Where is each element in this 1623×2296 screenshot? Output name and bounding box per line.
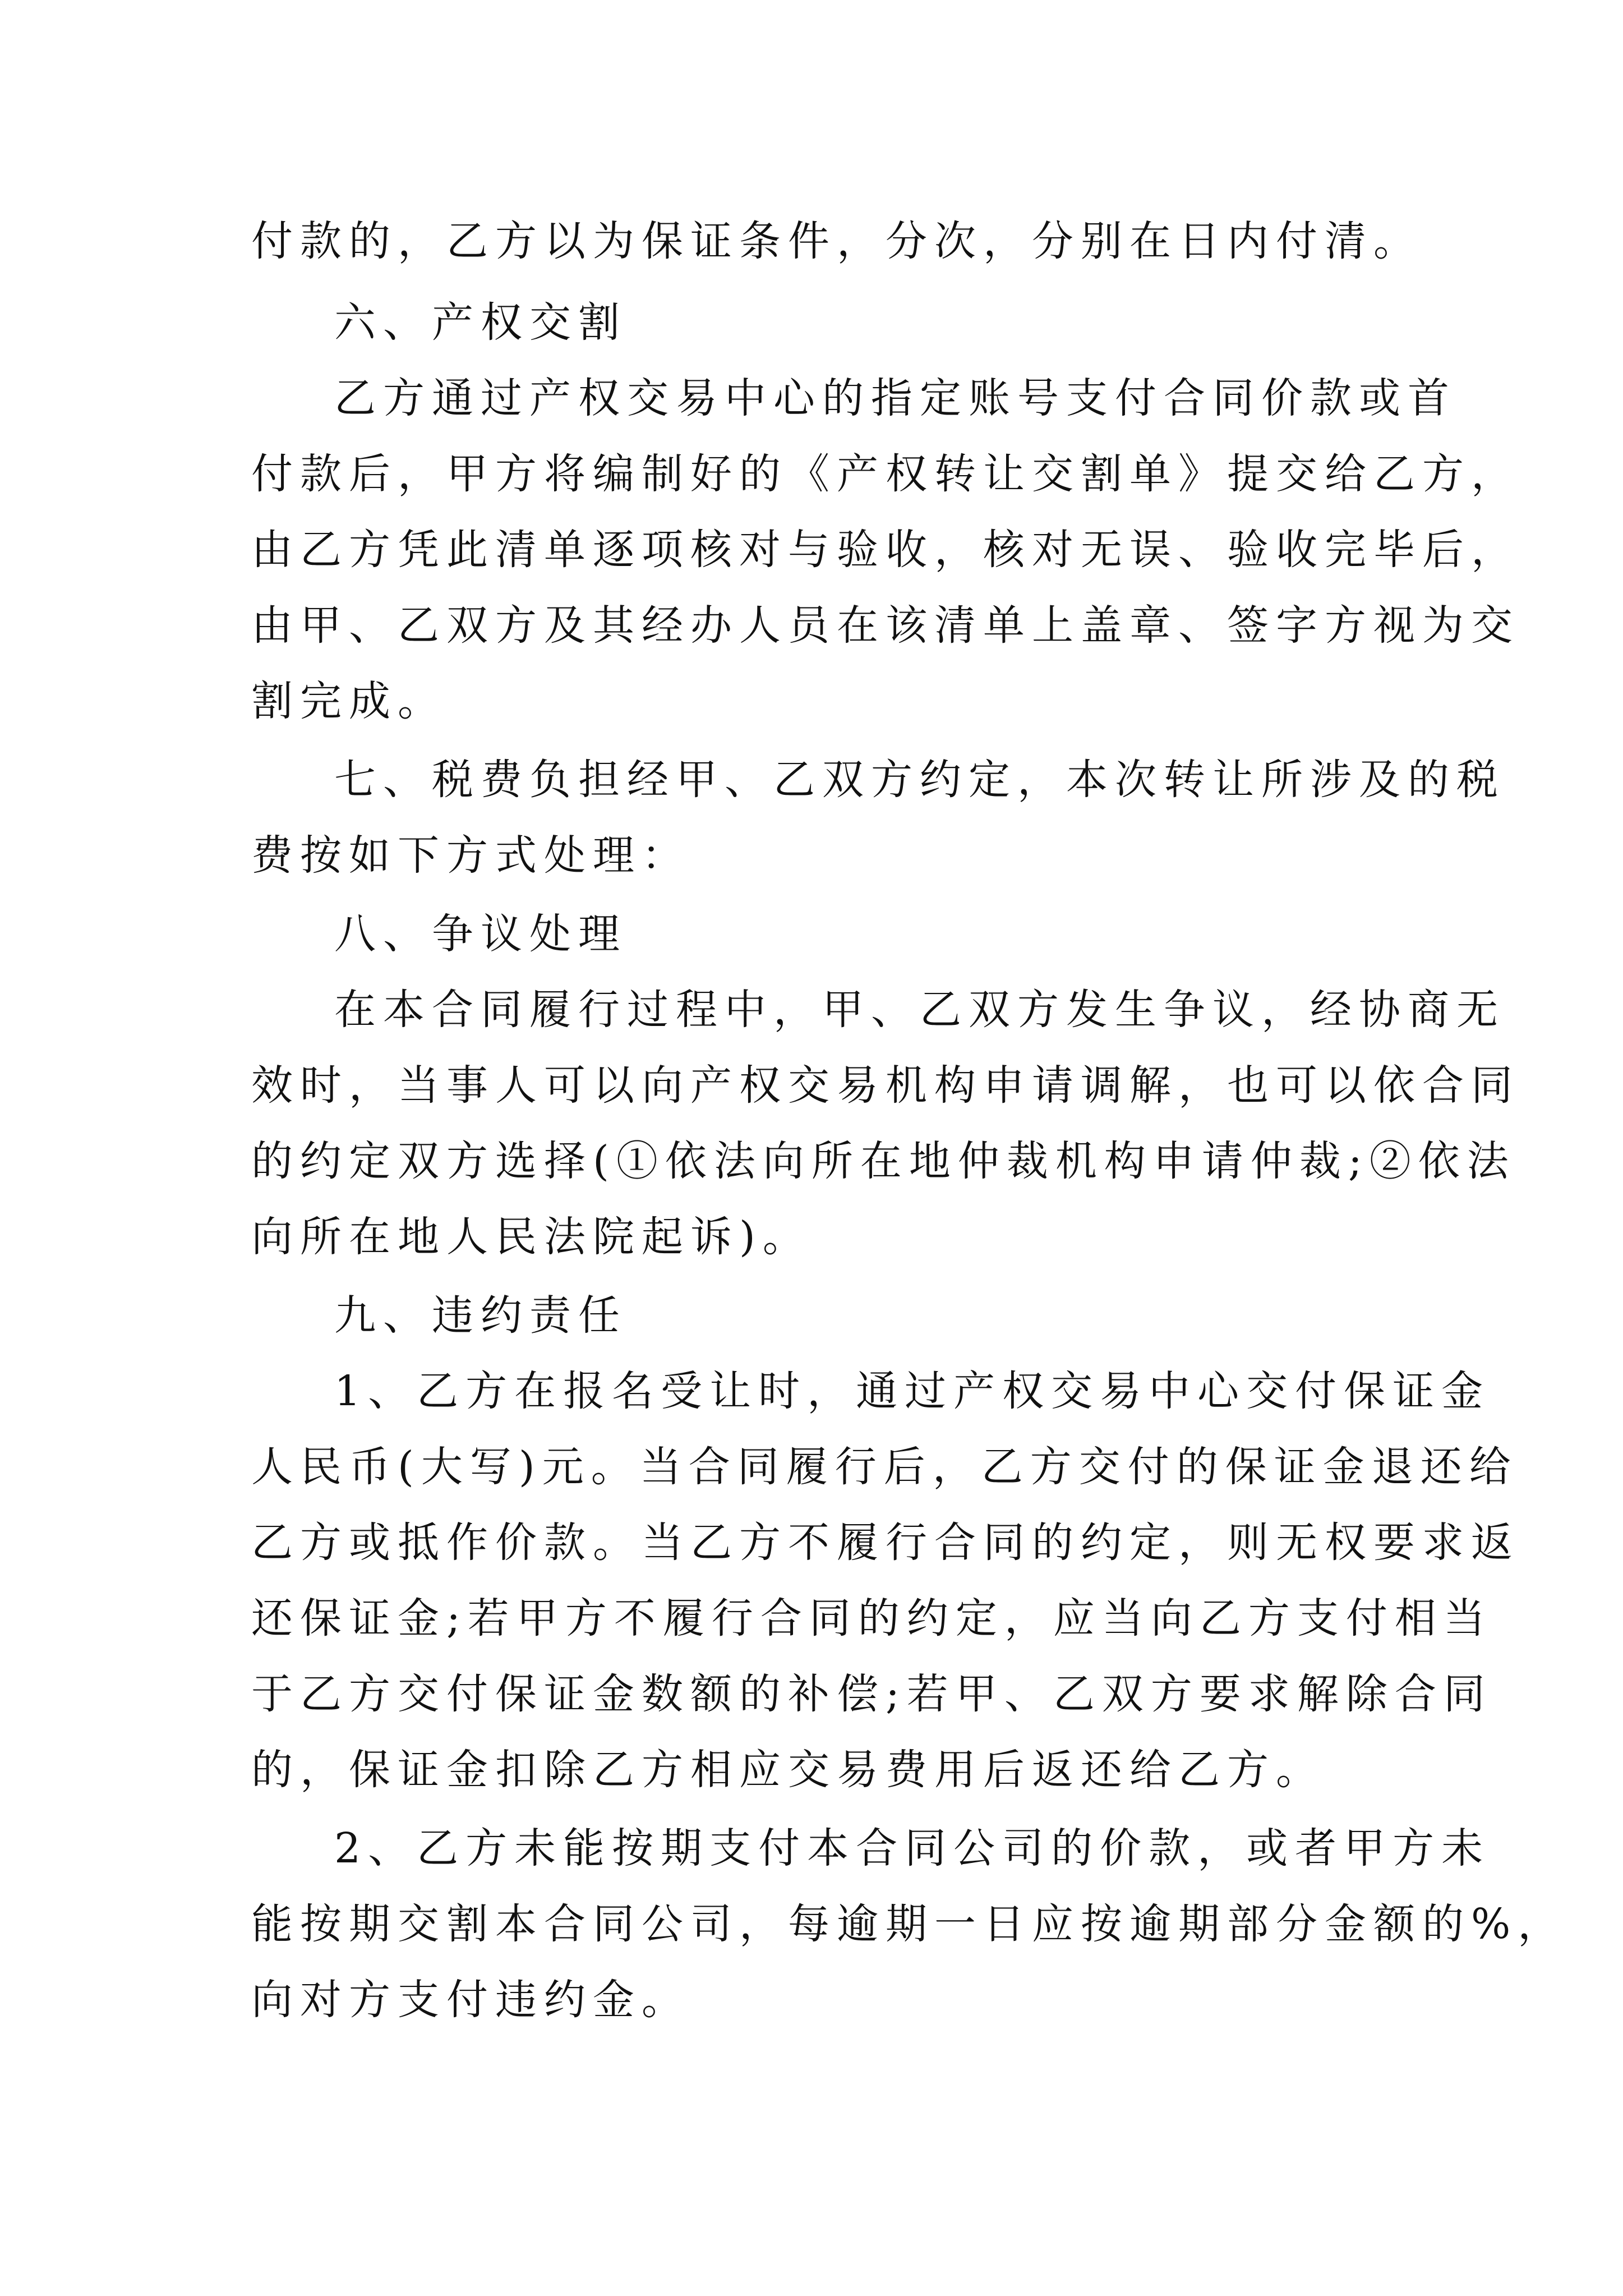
text-line: 1、乙方在报名受让时，通过产权交易中心交付保证金 — [334, 1367, 1491, 1415]
text-line: 能按期交割本合同公司，每逾期一日应按逾期部分金额的%， — [251, 1900, 1567, 1948]
text-line: 付款后，甲方将编制好的《产权转让交割单》提交给乙方， — [251, 450, 1520, 498]
text-line: 向所在地人民法院起诉)。 — [251, 1213, 811, 1261]
section-heading-dispute: 八、争议处理 — [334, 910, 627, 958]
text-line: 费按如下方式处理： — [251, 831, 690, 880]
text-line: 人民币(大写)元。当合同履行后，乙方交付的保证金退还给 — [251, 1443, 1518, 1491]
text-line: 还保证金;若甲方不履行合同的约定，应当向乙方支付相当 — [251, 1594, 1492, 1642]
text-line: 效时，当事人可以向产权交易机构申请调解，也可以依合同 — [251, 1061, 1520, 1110]
text-line: 乙方或抵作价款。当乙方不履行合同的约定，则无权要求返 — [251, 1519, 1520, 1567]
text-line: 的约定双方选择(①依法向所在地仲裁机构申请仲裁;②依法 — [251, 1137, 1516, 1185]
text-line: 付款的，乙方以为保证条件，分次，分别在日内付清。 — [251, 217, 1422, 265]
section-heading-property-delivery: 六、产权交割 — [334, 298, 627, 347]
text-line: 割完成。 — [251, 677, 446, 725]
text-line: 的，保证金扣除乙方相应交易费用后返还给乙方。 — [251, 1746, 1325, 1794]
text-line: 乙方通过产权交易中心的指定账号支付合同价款或首 — [334, 374, 1456, 422]
text-line: 2、乙方未能按期支付本合同公司的价款，或者甲方未 — [334, 1824, 1491, 1872]
text-line: 由甲、乙双方及其经办人员在该清单上盖章、签字方视为交 — [251, 601, 1520, 650]
text-line: 于乙方交付保证金数额的补偿;若甲、乙双方要求解除合同 — [251, 1670, 1492, 1718]
text-line: 向对方支付违约金。 — [251, 1976, 690, 2024]
text-line: 在本合同履行过程中，甲、乙双方发生争议，经协商无 — [334, 986, 1505, 1034]
section-heading-tax: 七、税费负担经甲、乙双方约定，本次转让所涉及的税 — [334, 756, 1505, 804]
section-heading-breach: 九、违约责任 — [334, 1291, 627, 1340]
text-line: 由乙方凭此清单逐项核对与验收，核对无误、验收完毕后， — [251, 526, 1520, 574]
